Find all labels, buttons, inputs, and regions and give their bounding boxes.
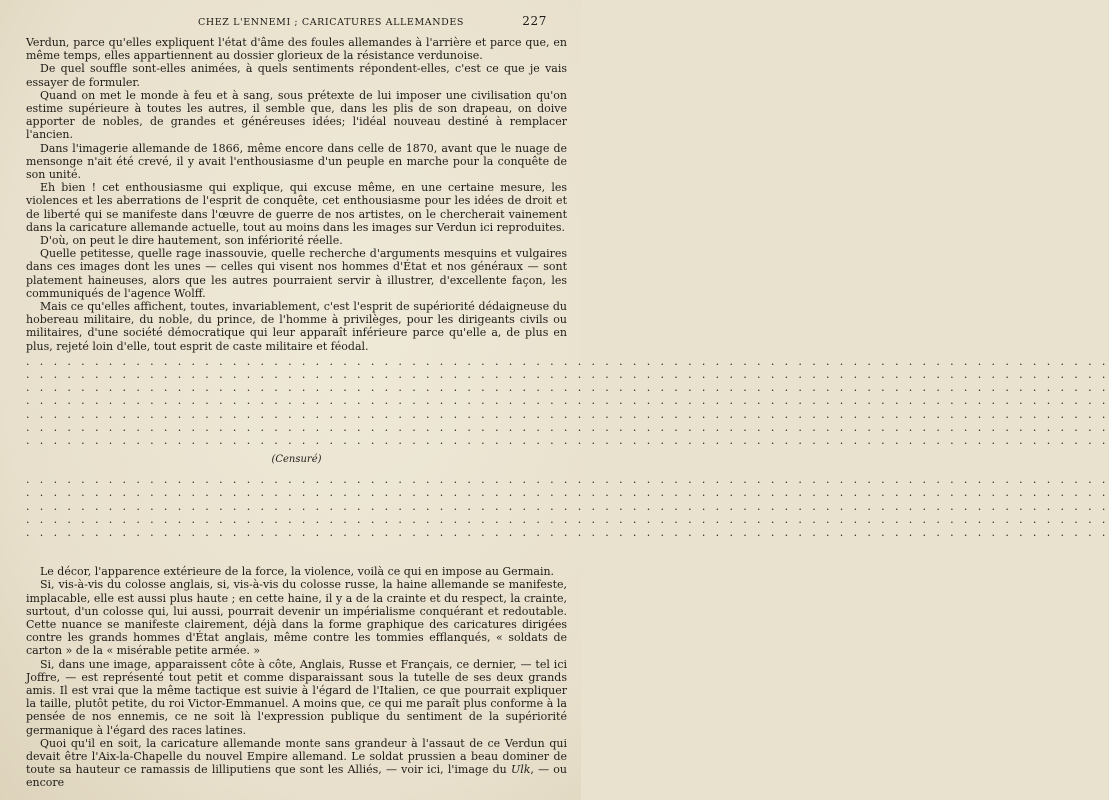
dotted-line: . . . . . . . . . . . . . . . . . . . . . . . . . . . . . . . . . . . . . . . . . . . . . . . . . . . . . . . . . . . . . . . . . . . . . . . . . . . . . . . [26,407,1109,421]
paragraph: Quand on met le monde à feu et à sang, sous prétexte de lui imposer une civilisation qu'on estime supérieure à toutes les autres, il semble que, dans les plis de son drapeau, on doive apporter de nobles, de grandes et généreuses idées; l'idéal nouveau destiné à remplacer l'ancien. [26,88,567,142]
paragraph: Dans l'imagerie allemande de 1866, même encore dans celle de 1870, avant que le nuage de mensonge n'ait été crevé, il y avait l'enthousiasme d'un peuple en marche pour la conquête de son unité. [26,141,567,182]
paragraph: Si, dans une image, apparaissent côte à côte, Anglais, Russe et Français, ce dernier, — tel ici Joffre, — est représenté tout petit et comme disparaissant sous la tutelle de ses deux grands amis. Il est vrai que la même tactique est suivie à l'égard de l'Italien, ce que pourrait expliquer la taille, plutôt petite, du roi Victor-Emmanuel. A moins que, ce qui me paraît plus conforme à la pensée de nos ennemis, ce ne soit là l'expression publique du sentiment de la supériorité germanique à l'égard des races latines. [26,657,567,737]
text-run: Quoi qu'il en soit, la caricature allemande monte sans grandeur à l'assaut de ce Verdun qui devait être l'Aix-la-Chapelle du nouvel Empire allemand. Le soldat prussien a beau dominer de toute sa hauteur ce ramassis de lilliputiens que sont les Alliés, — voir ici, l'image du [26,736,567,777]
dotted-line: . . . . . . . . . . . . . . . . . . . . . . . . . . . . . . . . . . . . . . . . . . . . . . . . . . . . . . . . . . . . . . . . . . . . . . . . . . . . . . . [26,512,1109,526]
paragraph: D'où, on peut le dire hautement, son infériorité réelle. [40,234,343,248]
journal-title: Ulk [510,763,531,777]
dotted-line: . . . . . . . . . . . . . . . . . . . . . . . . . . . . . . . . . . . . . . . . . . . . . . . . . . . . . . . . . . . . . . . . . . . . . . . . . . . . . . . [26,381,1109,395]
page-number: 227 [522,14,547,28]
paragraph: Verdun, parce qu'elles expliquent l'état d'âme des foules allemandes à l'arrière et parce que, en même temps, elles appartiennent au dossier glorieux de la résistance verdunoise. [26,36,567,63]
paragraph: Eh bien ! cet enthousiasme qui explique, qui excuse même, en une certaine mesure, les violences et les aberrations de l'esprit de conquête, cet enthousiasme pour les idées de droit et de liberté qui se manifeste dans l'œuvre de guerre de nos artistes, on le chercherait vainement dans la caricature allemande actuelle, tout au moins dans les images sur Verdun ici reproduites. [26,181,567,234]
body-text [26,36,1109,790]
blank-space [26,539,567,565]
dotted-line: . . . . . . . . . . . . . . . . . . . . . . . . . . . . . . . . . . . . . . . . . . . . . . . . . . . . . . . . . . . . . . . . . . . . . . . . . . . . . . . [26,354,1109,368]
paragraph: De quel souffle sont-elles animées, à quels sentiments répondent-elles, c'est ce que je vais essayer de formuler. [26,62,567,89]
censored-section [26,354,1109,539]
page-header [26,14,567,36]
dotted-line: . . . . . . . . . . . . . . . . . . . . . . . . . . . . . . . . . . . . . . . . . . . . . . . . . . . . . . . . . . . . . . . . . . . . . . . . . . . . . . . [26,368,1109,382]
paragraph: Si, vis-à-vis du colosse anglais, si, vis-à-vis du colosse russe, la haine allemande se manifeste, implacable, elle est aussi plus haute ; en cette haine, il y a de la crainte et du respect, la crainte, surtout, d'un colosse qui, lui aussi, pourrait devenir un impérialisme conquérant et redoutable. Cette nuance se manifeste clairement, déjà dans la forme graphique des caricatures dirigées contre les grands hommes d'État anglais, même contre les tommies efflanqués, « soldats de carton » de la « misérable petite armée. » [26,578,567,658]
dotted-line: . . . . . . . . . . . . . . . . . . . . . . . . . . . . . . . . . . . . . . . . . . . . . . . . . . . . . . . . . . . . . . . . . . . . . . . . . . . . . . . [26,420,1109,434]
dotted-line: . . . . . . . . . . . . . . . . . . . . . . . . . . . . . . . . . . . . . . . . . . . . . . . . . . . . . . . . . . . . . . . . . . . . . . . . . . . . . . . [26,486,1109,500]
dotted-line: . . . . . . . . . . . . . . . . . . . . . . . . . . . . . . . . . . . . . . . . . . . . . . . . . . . . . . . . . . . . . . . . . . . . . . . . . . . . . . . [26,499,1109,513]
running-title: CHEZ L'ENNEMI ; CARICATURES ALLEMANDES [198,17,465,28]
dotted-line: . . . . . . . . . . . . . . . . . . . . . . . . . . . . . . . . . . . . . . . . . . . . . . . . . . . . . . . . . . . . . . . . . . . . . . . . . . . . . . . [26,525,1109,539]
censored-label: (Censuré) [271,454,322,466]
paragraph: Le décor, l'apparence extérieure de la force, la violence, voilà ce qui en impose au Germain. [40,565,555,579]
dotted-line: . . . . . . . . . . . . . . . . . . . . . . . . . . . . . . . . . . . . . . . . . . . . . . . . . . . . . . . . . . . . . . . . . . . . . . . . . . . . . . . [26,434,1109,447]
paragraph: Mais ce qu'elles affichent, toutes, invariablement, c'est l'esprit de supériorité dédaigneuse du hobereau militaire, du noble, du prince, de l'homme à privilèges, pour les dirigeants civils ou militaires, d'une société démocratique qui leur apparaît inférieure parce qu'elle a, de plus en plus, rejeté loin d'elle, tout esprit de caste militaire et féodal. [26,300,567,353]
dotted-line: . . . . . . . . . . . . . . . . . . . . . . . . . . . . . . . . . . . . . . . . . . . . . . . . . . . . . . . . . . . . . . . . . . . . . . . . . . . . . . . [26,394,1109,408]
text-run: , — ou encore [26,763,568,790]
paragraph-last [26,737,567,790]
dotted-line: . . . . . . . . . . . . . . . . . . . . . . . . . . . . . . . . . . . . . . . . . . . . . . . . . . . . . . . . . . . . . . . . . . . . . . . . . . . . . . . [26,473,1109,487]
paragraph: Quelle petitesse, quelle rage inassouvie, quelle recherche d'arguments mesquins et vulgaires dans ces images dont les unes — celles qui visent nos hommes d'État et nos généraux — sont platement haineuses, alors que les autres pourraient servir à illustrer, d'excellente façon, les communiqués de l'agence Wolff. [26,247,567,300]
